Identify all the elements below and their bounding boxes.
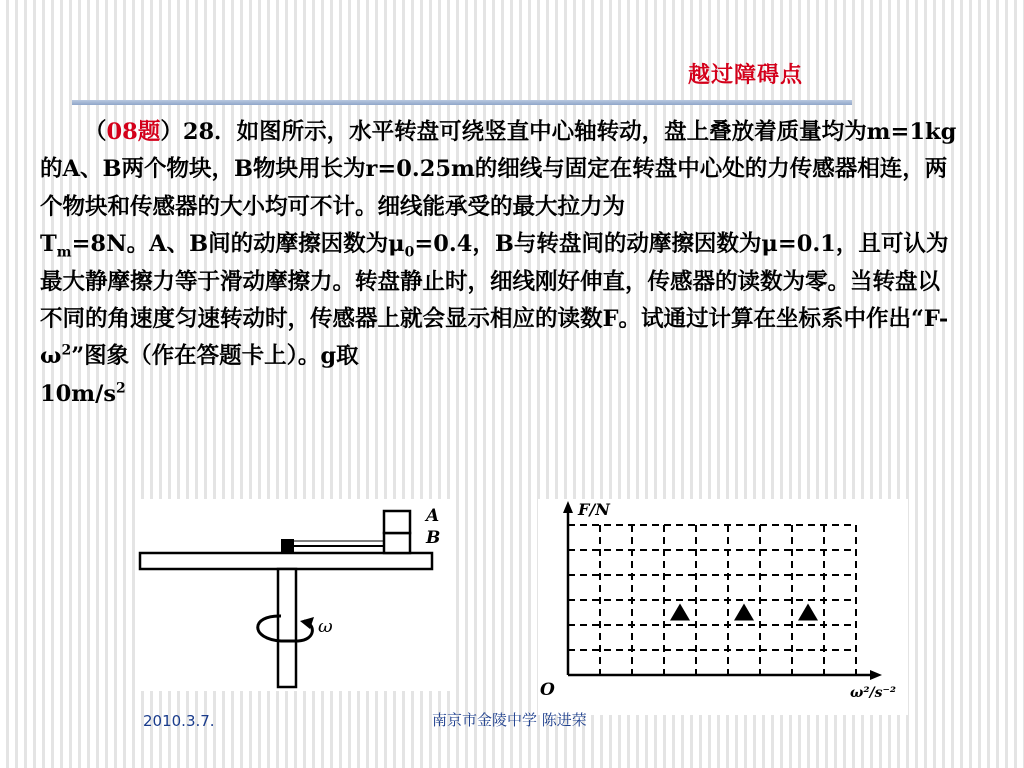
close-paren: ） xyxy=(160,119,183,145)
graph-drawing xyxy=(538,499,908,715)
t-subscript: m xyxy=(56,244,72,261)
force-sensor xyxy=(281,539,294,553)
block-b xyxy=(384,533,410,553)
y-axis-arrow-icon xyxy=(563,501,573,513)
footer-school: 南京市金陵中学 陈进荣 xyxy=(432,711,587,729)
origin-label: O xyxy=(540,680,555,700)
apparatus-drawing xyxy=(138,499,454,691)
triangle-marker-icon xyxy=(734,604,754,621)
label-b: B xyxy=(426,528,441,548)
coordinate-graph xyxy=(538,499,908,715)
x-axis-label: ω²/s⁻² xyxy=(850,685,896,701)
rotation-axis xyxy=(278,569,296,687)
triangle-marker-icon xyxy=(798,604,818,621)
header-title: 越过障碍点 xyxy=(688,63,804,88)
x-axis-arrow-icon xyxy=(870,670,882,680)
apparatus-figure xyxy=(138,499,454,691)
block-a xyxy=(384,511,410,533)
problem-text xyxy=(40,114,960,413)
problem-after-t: =8N。A、B间的动摩擦因数为μ xyxy=(71,231,405,258)
triangle-marker-icon xyxy=(670,604,690,621)
label-a: A xyxy=(426,506,440,526)
y-axis-label: F/N xyxy=(578,500,610,519)
problem-after-omega: ”图象（作在答题卡上）。g取 xyxy=(71,343,359,370)
header-rule xyxy=(72,100,852,105)
open-paren: （ xyxy=(84,119,107,145)
g-value: 10m/s xyxy=(40,380,117,407)
g-superscript: 2 xyxy=(116,380,126,397)
problem-intro: ．如图所示，水平转盘可绕竖直中心轴转动，盘上叠放着质量均为m=1kg的A、B两个物块，B物块用长为r=0.25m的细线与固定在转盘中心处的力传感器相连，两个物块和传感器的大小均可不计。细线能承受的最大拉力为 xyxy=(40,119,957,220)
problem-after-mu: =0.4，B与转盘间的动摩擦因数为μ=0.1，且可认为最大静摩擦力等于滑动摩擦力。转盘静止时，细线刚好伸直，传感器的读数为零。当转盘以不同的角速度匀速转动时，传感器上就会显示相应的读数F。试通过计算在坐标系中作出“F-ω xyxy=(40,231,949,370)
mu-subscript: 0 xyxy=(404,244,415,261)
turntable-disk xyxy=(140,553,432,569)
footer-date: 2010.3.7. xyxy=(143,712,215,730)
source-tag: 08题 xyxy=(106,119,161,145)
label-omega: ω xyxy=(318,616,333,637)
t-main: T xyxy=(40,231,57,258)
problem-number: 28 xyxy=(182,119,215,145)
graph-grid xyxy=(568,525,856,675)
omega-superscript: 2 xyxy=(61,342,72,359)
